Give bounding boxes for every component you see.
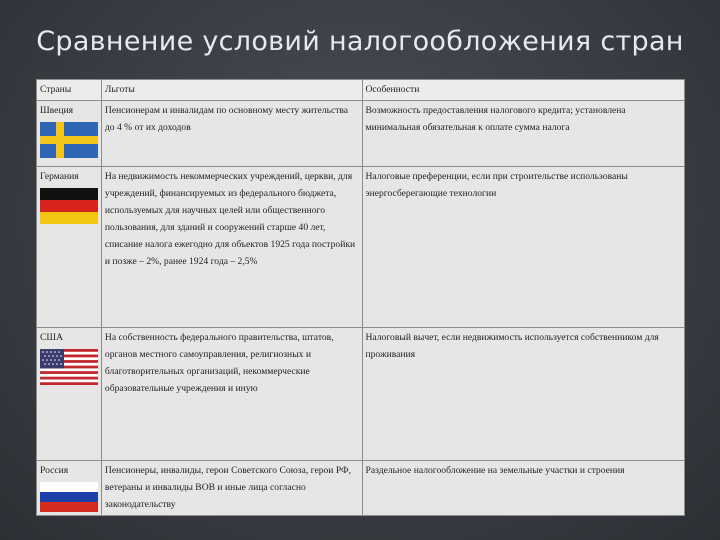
country-cell [37, 328, 102, 461]
header-benefits: Льготы [101, 80, 362, 101]
benefits-cell: Пенсионерам и инвалидам по основному месту жительства до 4 % от их доходов [101, 101, 362, 167]
features-cell: Налоговый вычет, если недвижимость используется собственником для проживания [362, 328, 685, 461]
table-row [37, 101, 685, 167]
table-header-row [37, 80, 685, 101]
page-title: Сравнение условий налогообложения стран [36, 26, 684, 57]
comparison-table [36, 79, 685, 516]
table-row [37, 167, 685, 328]
table-row [37, 328, 685, 461]
features-cell: Раздельное налогообложение на земельные участки и строения [362, 461, 685, 516]
header-countries: Страны [37, 80, 102, 101]
germany-flag-icon [40, 188, 98, 224]
russia-flag-icon [40, 482, 98, 512]
usa-flag-icon [40, 349, 98, 385]
country-name: Германия [40, 171, 79, 182]
features-cell: Налоговые преференции, если при строительстве использованы энергосберегающие технологии [362, 167, 685, 328]
country-cell [37, 461, 102, 516]
header-features: Особенности [362, 80, 685, 101]
country-cell [37, 101, 102, 167]
benefits-cell: Пенсионеры, инвалиды, герои Советского Союза, герои РФ, ветераны и инвалиды ВОВ и иные лица согласно законодательству [101, 461, 362, 516]
benefits-cell: На недвижимость некоммерческих учреждений, церкви, для учреждений, финансируемых из федерального бюджета, используемых для научных целей или общественного пользования, для зданий и сооружений старше 40 лет, списание налога ежегодно для объектов 1925 года постройки и позже – 2%, ранее 1924 года – 2,5% [101, 167, 362, 328]
sweden-flag-icon [40, 122, 98, 158]
benefits-cell: На собственность федерального правительства, штатов, органов местного самоуправления, религиозных и благотворительных организаций, некоммерческие образовательные учреждения и иную [101, 328, 362, 461]
country-name: Швеция [40, 105, 74, 116]
table-row [37, 461, 685, 516]
country-cell [37, 167, 102, 328]
country-name: США [40, 332, 64, 343]
country-name: Россия [40, 465, 69, 476]
features-cell: Возможность предоставления налогового кредита; установлена минимальная обязательная к оплате сумма налога [362, 101, 685, 167]
